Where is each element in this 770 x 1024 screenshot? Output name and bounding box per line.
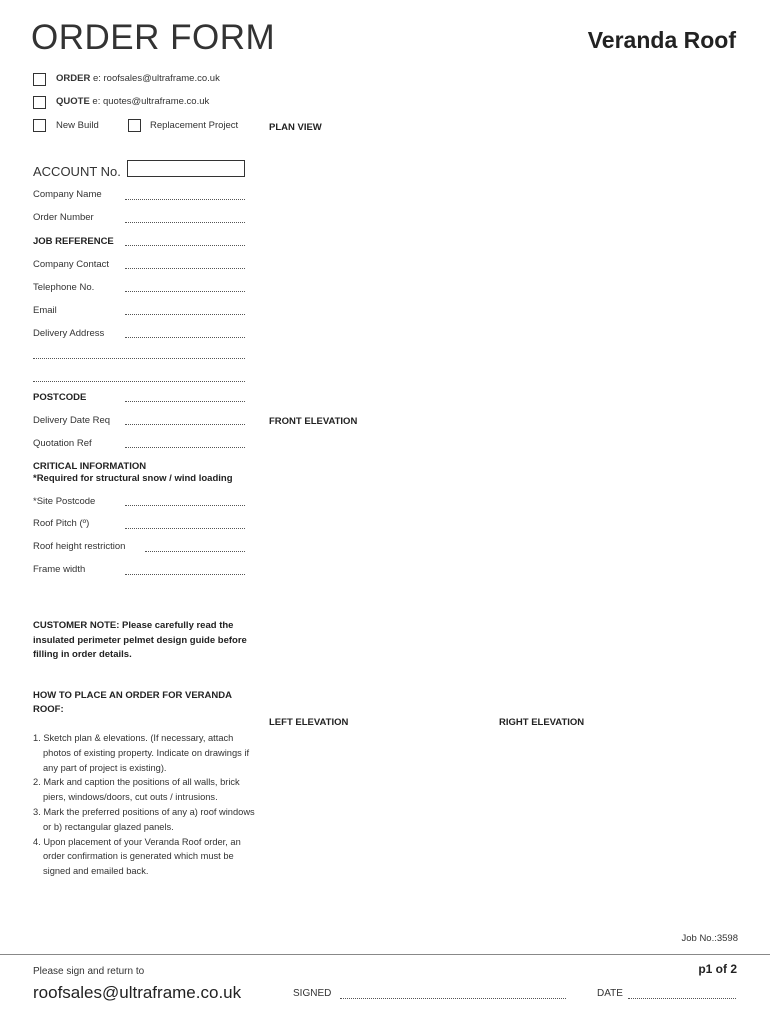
quote-label: QUOTE bbox=[56, 96, 90, 107]
date-label: DATE bbox=[597, 988, 623, 999]
site-postcode-label: *Site Postcode bbox=[33, 496, 96, 507]
quotation-ref-label: Quotation Ref bbox=[33, 438, 92, 449]
critical-title: CRITICAL INFORMATION bbox=[33, 461, 147, 472]
howto-step: 3. Mark the preferred positions of any a) roof windows or b) rectangular glazed panels. bbox=[33, 806, 255, 832]
email-field[interactable] bbox=[125, 314, 245, 315]
front-elevation-label: FRONT ELEVATION bbox=[269, 416, 358, 427]
new-build-label: New Build bbox=[56, 120, 99, 131]
email-label: Email bbox=[33, 305, 57, 316]
signed-label: SIGNED bbox=[293, 988, 332, 999]
order-option bbox=[56, 73, 220, 84]
form-title: ORDER FORM bbox=[31, 18, 276, 57]
critical-subtitle: *Required for structural snow / wind loading bbox=[33, 473, 233, 484]
footer-divider bbox=[0, 954, 770, 955]
right-elevation-label: RIGHT ELEVATION bbox=[499, 717, 585, 728]
replacement-label: Replacement Project bbox=[150, 120, 239, 131]
company-name-label: Company Name bbox=[33, 189, 102, 200]
delivery-address-line-2[interactable] bbox=[33, 358, 245, 359]
product-title: Veranda Roof bbox=[587, 27, 736, 53]
roof-height-label: Roof height restriction bbox=[33, 541, 126, 552]
plan-view-label: PLAN VIEW bbox=[269, 122, 322, 133]
order-label: ORDER bbox=[56, 73, 91, 84]
howto-step: 1. Sketch plan & elevations. (If necessary, attach photos of existing property. Indicate on drawings if any part of project is existing). bbox=[33, 733, 250, 773]
account-label: ACCOUNT No. bbox=[33, 164, 121, 179]
left-elevation-drawing-area[interactable] bbox=[268, 735, 488, 925]
howto-step: 2. Mark and caption the positions of all walls, brick piers, windows/doors, cut outs / intrusions. bbox=[33, 777, 240, 803]
new-build-checkbox[interactable] bbox=[33, 119, 46, 132]
telephone-field[interactable] bbox=[125, 291, 245, 292]
quote-email: e: quotes@ultraframe.co.uk bbox=[92, 96, 210, 107]
job-reference-field[interactable] bbox=[125, 245, 245, 246]
telephone-label: Telephone No. bbox=[33, 282, 95, 293]
delivery-address-label: Delivery Address bbox=[33, 328, 105, 339]
howto-title: HOW TO PLACE AN ORDER FOR VERANDA ROOF: bbox=[33, 690, 232, 715]
plan-view-drawing-area[interactable] bbox=[268, 140, 738, 405]
frame-width-label: Frame width bbox=[33, 564, 86, 575]
return-text: Please sign and return to bbox=[33, 966, 145, 977]
roof-pitch-field[interactable] bbox=[125, 528, 245, 529]
howto-step: 4. Upon placement of your Veranda Roof order, an order confirmation is generated which must be signed and emailed back. bbox=[33, 836, 241, 877]
date-field[interactable] bbox=[628, 998, 736, 999]
page-number: p1 of 2 bbox=[698, 962, 737, 976]
order-checkbox[interactable] bbox=[33, 73, 46, 86]
quote-checkbox[interactable] bbox=[33, 96, 46, 109]
left-elevation-label: LEFT ELEVATION bbox=[269, 717, 349, 728]
delivery-address-field[interactable] bbox=[125, 337, 245, 338]
right-elevation-drawing-area[interactable] bbox=[498, 735, 738, 925]
replacement-checkbox[interactable] bbox=[128, 119, 141, 132]
roof-pitch-label: Roof Pitch (º) bbox=[33, 518, 90, 529]
delivery-date-label: Delivery Date Req bbox=[33, 415, 111, 426]
job-reference-label: JOB REFERENCE bbox=[33, 236, 114, 247]
howto-steps bbox=[33, 731, 258, 879]
quotation-ref-field[interactable] bbox=[125, 447, 245, 448]
account-input[interactable] bbox=[127, 160, 245, 177]
job-number: Job No.:3598 bbox=[681, 933, 738, 944]
order-number-field[interactable] bbox=[125, 222, 245, 223]
site-postcode-field[interactable] bbox=[125, 505, 245, 506]
front-elevation-drawing-area[interactable] bbox=[268, 434, 738, 704]
delivery-address-line-3[interactable] bbox=[33, 381, 245, 382]
company-contact-label: Company Contact bbox=[33, 259, 110, 270]
order-email: e: roofsales@ultraframe.co.uk bbox=[92, 73, 220, 84]
customer-note: CUSTOMER NOTE: Please carefully read the insulated perimeter pelmet design guide before filling in order details. bbox=[33, 620, 247, 660]
order-number-label: Order Number bbox=[33, 212, 94, 223]
frame-width-field[interactable] bbox=[125, 574, 245, 575]
roof-height-field[interactable] bbox=[145, 551, 245, 552]
return-email: roofsales@ultraframe.co.uk bbox=[33, 983, 242, 1002]
quote-option bbox=[56, 96, 209, 107]
company-name-field[interactable] bbox=[125, 199, 245, 200]
postcode-label: POSTCODE bbox=[33, 392, 87, 403]
company-contact-field[interactable] bbox=[125, 268, 245, 269]
postcode-field[interactable] bbox=[125, 401, 245, 402]
delivery-date-field[interactable] bbox=[125, 424, 245, 425]
signature-field[interactable] bbox=[340, 998, 566, 999]
